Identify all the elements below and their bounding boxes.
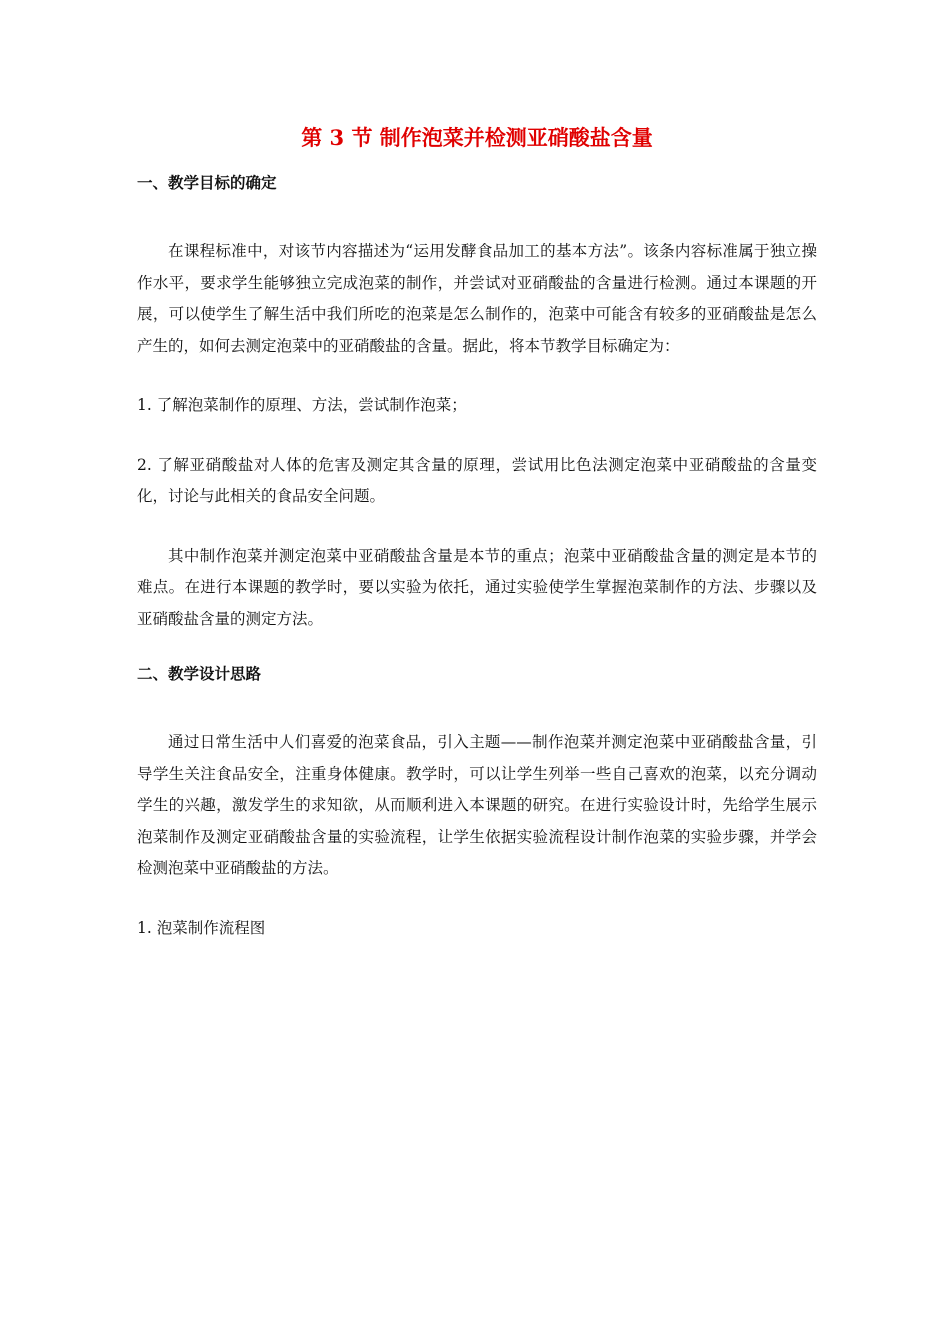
paragraph-design-ideas: 通过日常生活中人们喜爱的泡菜食品，引入主题——制作泡菜并测定泡菜中亚硝酸盐含量，引导学生关注食品安全，注重身体健康。教学时，可以让学生列举一些自己喜欢的泡菜，以充分调动学生的兴趣，激发学生的求知欲，从而顺利进入本课题的研究。在进行实验设计时，先给学生展示泡菜制作及测定亚硝酸盐含量的实验流程，让学生依据实验流程设计制作泡菜的实验步骤，并学会检测泡菜中亚硝酸盐的方法。 (137, 733, 817, 877)
section-heading-teaching-goals: 一、教学目标的确定 (137, 174, 277, 192)
flowchart-label: 1. 泡菜制作流程图 (137, 918, 266, 937)
goal-item-1: 1. 了解泡菜制作的原理、方法，尝试制作泡菜； (137, 396, 467, 414)
paragraph-curriculum-standard: 在课程标准中，对该节内容描述为“运用发酵食品加工的基本方法”。该条内容标准属于独立操作水平，要求学生能够独立完成泡菜的制作，并尝试对亚硝酸盐的含量进行检测。通过本课题的开展，可以使学生了解生活中我们所吃的泡菜是怎么制作的，泡菜中可能含有较多的亚硝酸盐是怎么产生的，如何去测定泡菜中的亚硝酸盐的含量。据此，将本节教学目标确定为： (137, 242, 817, 355)
document-page (137, 118, 817, 972)
paragraph-key-points: 其中制作泡菜并测定泡菜中亚硝酸盐含量是本节的重点；泡菜中亚硝酸盐含量的测定是本节的难点。在进行本课题的教学时，要以实验为依托，通过实验使学生掌握泡菜制作的方法、步骤以及亚硝酸盐含量的测定方法。 (137, 546, 817, 628)
section-heading-design-ideas: 二、教学设计思路 (137, 665, 262, 683)
goal-item-2: 2. 了解亚硝酸盐对人体的危害及测定其含量的原理，尝试用比色法测定泡菜中亚硝酸盐的含量变化，讨论与此相关的食品安全问题。 (137, 455, 817, 505)
document-title: 第 3 节 制作泡菜并检测亚硝酸盐含量 (301, 125, 653, 150)
